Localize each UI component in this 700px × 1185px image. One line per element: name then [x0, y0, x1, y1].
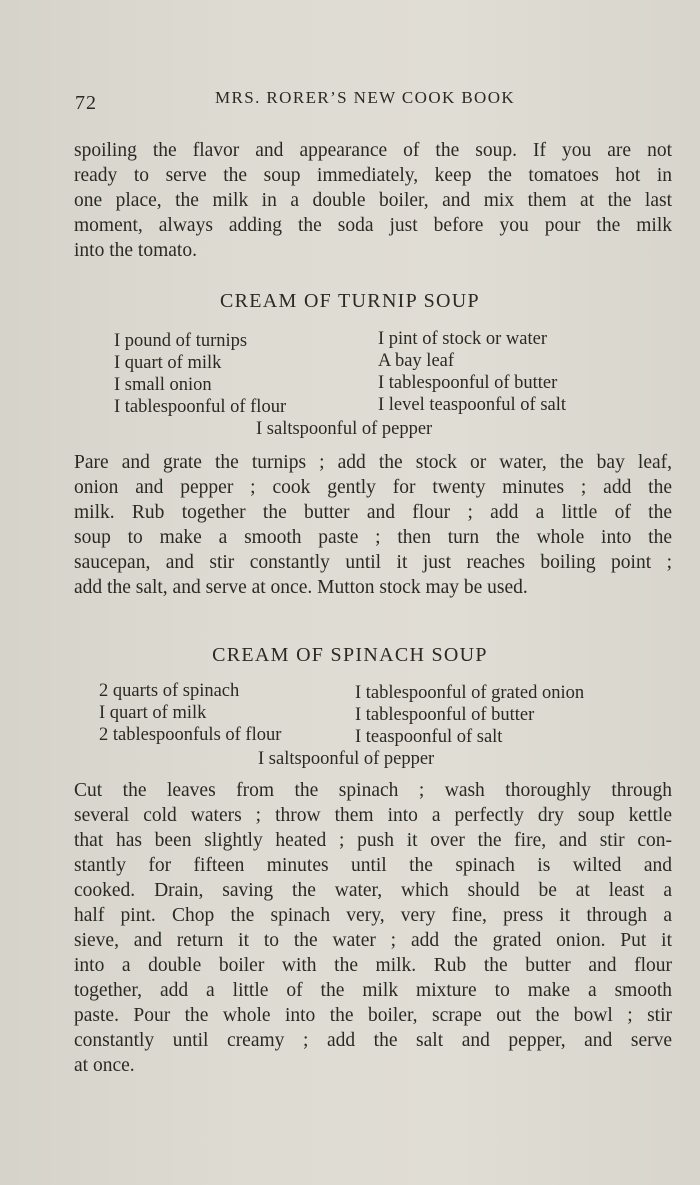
ingredient-item: I pint of stock or water	[378, 329, 548, 349]
spinach-ingredients-right	[355, 682, 584, 748]
ingredient-item: I quart of milk	[114, 353, 222, 373]
ingredient-item: I tablespoonful of flour	[114, 397, 287, 417]
ingredient-item: I small onion	[114, 375, 212, 395]
method-line: sieve, and return it to the water ; add the grated onion. Put it	[74, 930, 672, 951]
intro-line: into the tomato.	[74, 240, 197, 261]
method-line: soup to make a smooth paste ; then turn the whole into the	[74, 527, 672, 548]
method-line: several cold waters ; throw them into a perfectly dry soup kettle	[74, 805, 672, 826]
ingredient-item: 2 tablespoonfuls of flour	[99, 725, 282, 745]
turnip-method	[74, 450, 672, 600]
method-line: milk. Rub together the butter and flour ; add a little of the	[74, 502, 672, 523]
intro-line: ready to serve the soup immediately, keep the tomatoes hot in	[74, 165, 672, 186]
ingredient-item: I level teaspoonful of salt	[378, 395, 567, 415]
turnip-ingredients-right	[378, 328, 566, 416]
method-line: saucepan, and stir constantly until it just reaches boiling point ;	[74, 552, 672, 573]
method-line: constantly until creamy ; add the salt and pepper, and serve	[74, 1030, 672, 1051]
method-line: into a double boiler with the milk. Rub the butter and flour	[74, 955, 672, 976]
method-line: paste. Pour the whole into the boiler, scrape out the bowl ; stir	[74, 1005, 672, 1026]
turnip-ingredient-center	[256, 418, 432, 440]
method-line: onion and pepper ; cook gently for twenty minutes ; add the	[74, 477, 672, 498]
ingredient-item: 2 quarts of spinach	[99, 681, 240, 701]
ingredient-item: I tablespoonful of butter	[378, 373, 558, 393]
spinach-ingredient-center	[258, 748, 434, 770]
method-line: together, add a little of the milk mixture to make a smooth	[74, 980, 672, 1001]
method-line: Cut the leaves from the spinach ; wash thoroughly through	[74, 780, 672, 801]
method-line: that has been slightly heated ; push it over the fire, and stir con-	[74, 830, 672, 851]
method-line: at once.	[74, 1055, 135, 1076]
ingredient-item: I tablespoonful of butter	[355, 705, 535, 725]
spinach-ingredients-left	[99, 680, 281, 746]
running-title: MRS. RORER’S NEW COOK BOOK	[215, 88, 516, 107]
method-line: Pare and grate the turnips ; add the stock or water, the bay leaf,	[74, 452, 672, 473]
ingredient-item: I tablespoonful of grated onion	[355, 683, 585, 703]
method-line: cooked. Drain, saving the water, which should be at least a	[74, 880, 672, 901]
intro-line: spoiling the flavor and appearance of the soup. If you are not	[74, 140, 672, 161]
ingredient-item: A bay leaf	[378, 351, 455, 371]
spinach-method	[74, 778, 672, 1078]
ingredient-item: I pound of turnips	[114, 331, 248, 351]
intro-paragraph	[74, 138, 672, 263]
ingredient-item: I saltspoonful of pepper	[256, 419, 433, 439]
spinach-title: CREAM OF SPINACH SOUP	[212, 644, 488, 666]
intro-line: one place, the milk in a double boiler, and mix them at the last	[74, 190, 672, 211]
intro-line: moment, always adding the soda just before you pour the milk	[74, 215, 672, 236]
ingredient-item: I teaspoonful of salt	[355, 727, 503, 747]
method-line: add the salt, and serve at once. Mutton stock may be used.	[74, 577, 528, 598]
page-number: 72	[75, 92, 97, 114]
turnip-title: CREAM OF TURNIP SOUP	[220, 290, 480, 312]
turnip-ingredients-left	[114, 330, 286, 418]
method-line: half pint. Chop the spinach very, very fine, press it through a	[74, 905, 672, 926]
method-line: stantly for fifteen minutes until the spinach is wilted and	[74, 855, 672, 876]
ingredient-item: I saltspoonful of pepper	[258, 749, 435, 769]
ingredient-item: I quart of milk	[99, 703, 207, 723]
